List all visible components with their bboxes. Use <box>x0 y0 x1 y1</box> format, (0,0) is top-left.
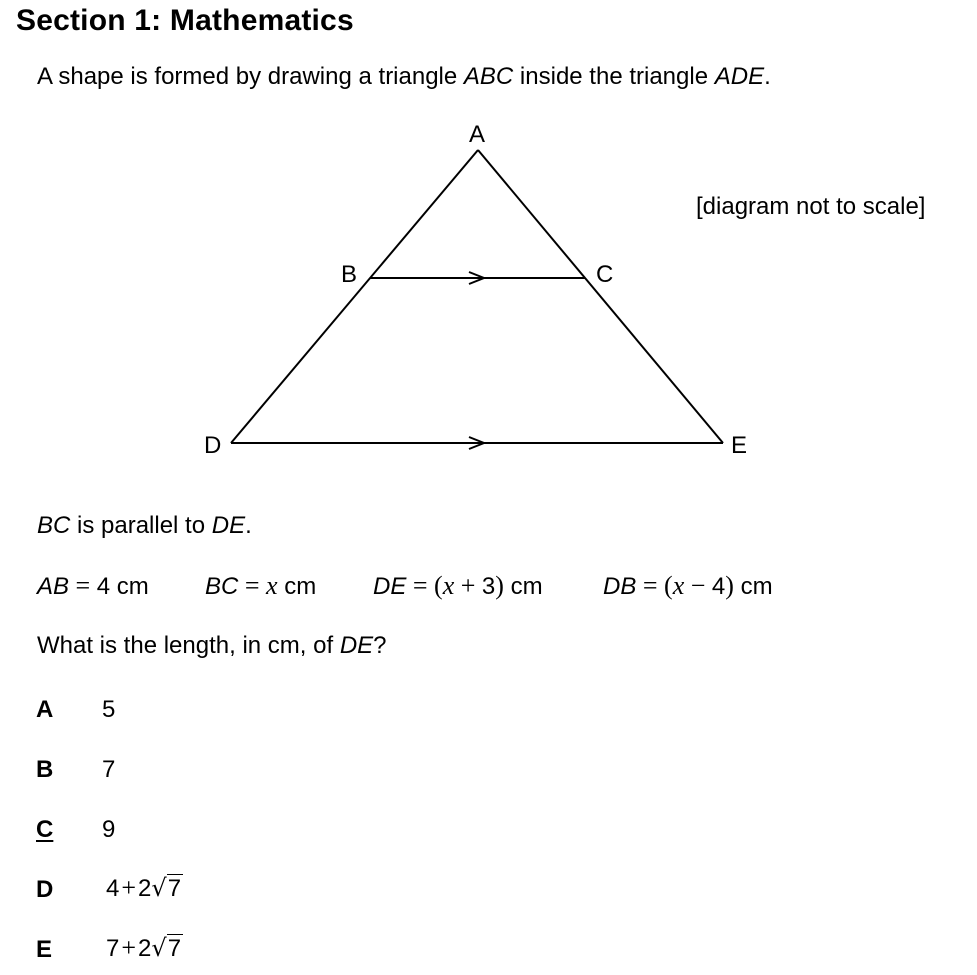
option-b-value: 7 <box>102 756 116 783</box>
option-e-letter[interactable]: E <box>36 936 53 963</box>
option-c-letter[interactable]: C <box>36 816 54 843</box>
side-ae <box>478 150 723 443</box>
option-d-letter[interactable]: D <box>36 876 54 903</box>
triangle-ade-label: ADE <box>714 63 765 90</box>
vertex-b-label: B <box>341 261 358 288</box>
side-ad <box>231 150 478 443</box>
question-text: What is the length, in cm, of DE? <box>37 632 387 659</box>
option-d-value: 4+2√7 <box>106 873 182 902</box>
equation-db: DB = (x − 4) cm <box>603 571 773 600</box>
vertex-e-label: E <box>731 432 748 459</box>
vertex-c-label: C <box>596 261 614 288</box>
vertex-d-label: D <box>204 432 222 459</box>
diagram-note: [diagram not to scale] <box>696 193 926 220</box>
triangle-lines <box>231 150 723 443</box>
equation-bc: BC = x cm <box>205 571 317 600</box>
vertex-a-label: A <box>469 121 486 148</box>
intro-text: A shape is formed by drawing a triangle ABC inside the triangle ADE. <box>37 63 771 90</box>
option-e-value: 7+2√7 <box>106 933 182 962</box>
option-a-letter[interactable]: A <box>36 696 54 723</box>
option-b-letter[interactable]: B <box>36 756 54 783</box>
equation-ab: AB = 4 cm <box>37 571 149 600</box>
equation-de: DE = (x + 3) cm <box>373 571 543 600</box>
option-c-value: 9 <box>102 816 116 843</box>
sqrt-symbol: √7 <box>151 874 182 902</box>
section-title: Section 1: Mathematics <box>16 4 354 37</box>
triangle-abc-label: ABC <box>463 63 514 90</box>
option-a-value: 5 <box>102 696 116 723</box>
parallel-statement: BC is parallel to DE. <box>37 512 252 539</box>
sqrt-symbol: √7 <box>151 934 182 962</box>
